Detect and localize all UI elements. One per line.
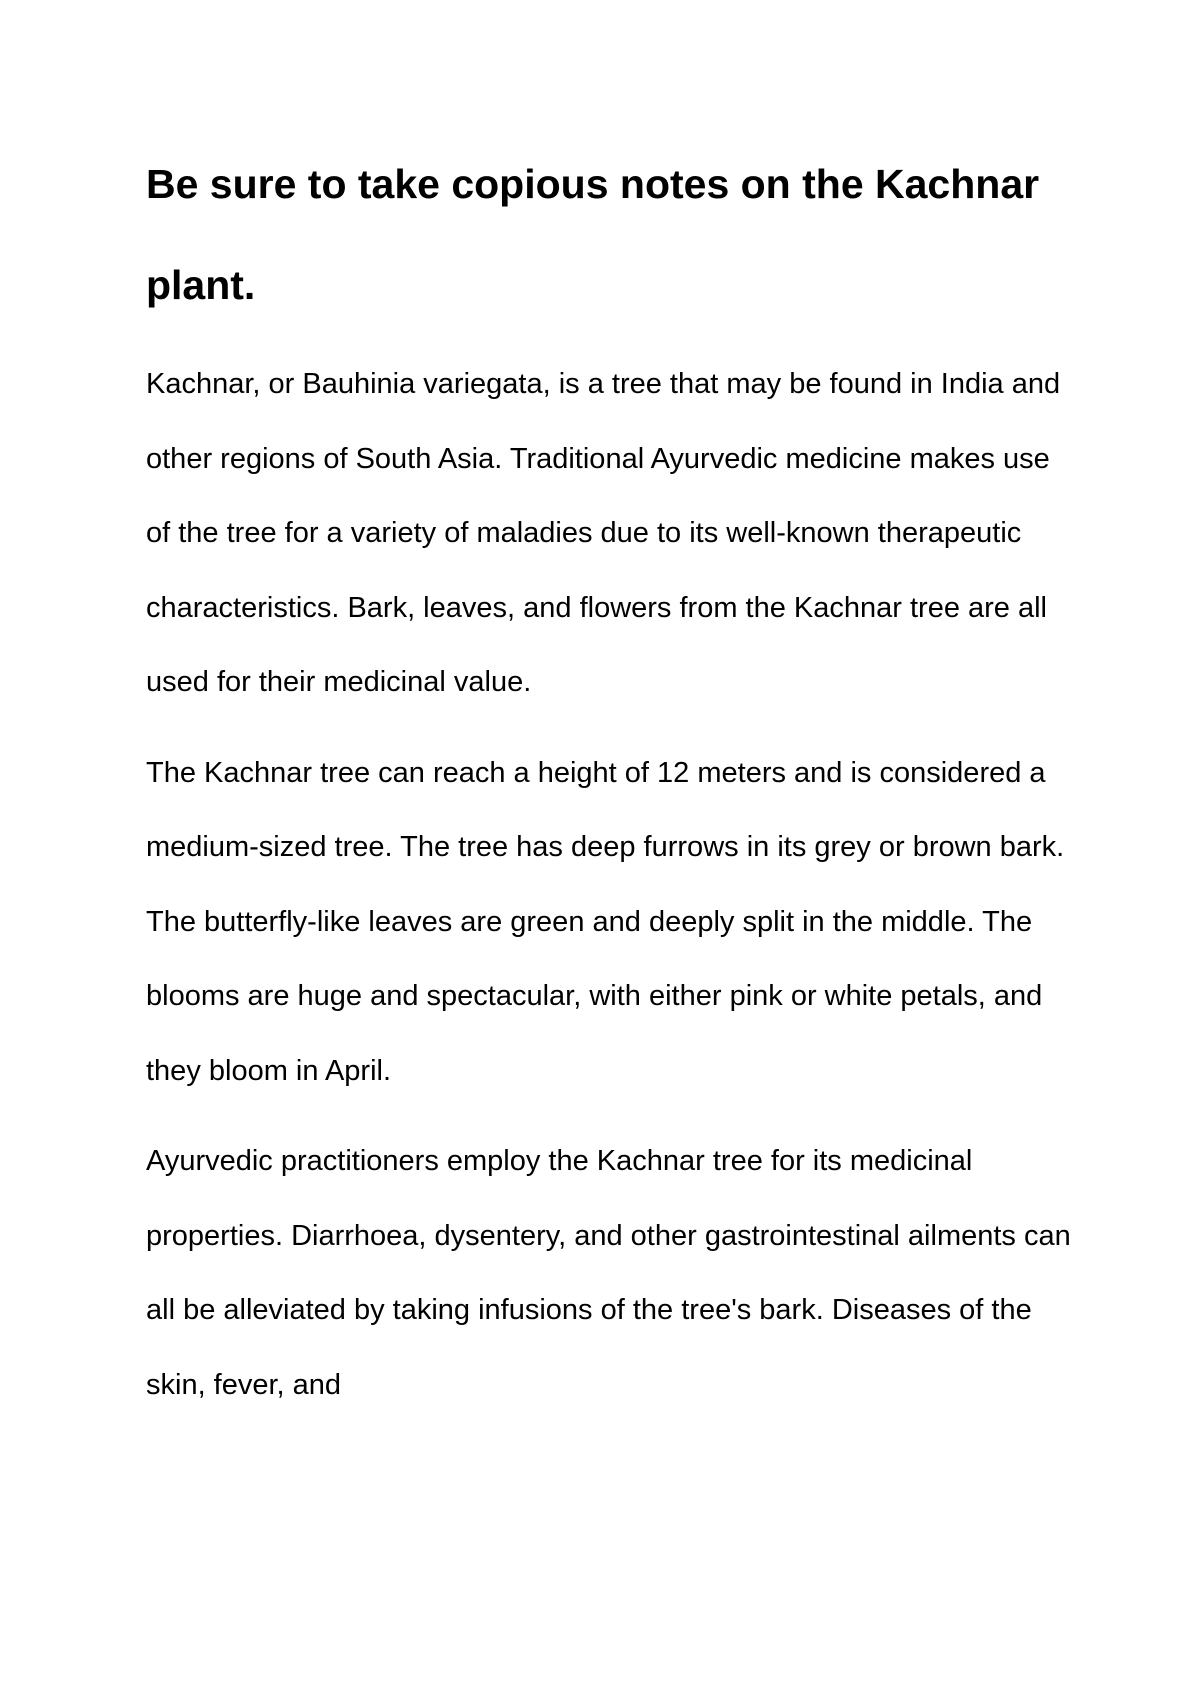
paragraph-kachnar-medicinal-uses: Ayurvedic practitioners employ the Kachnar tree for its medicinal properties. Diarrhoea, dysentery, and other gastrointestinal ailments can all be alleviated by taking infusions of the tree's bark. Diseases of the skin, fever, and [146,1145,1071,1401]
document-title: Be sure to take copious notes on the Kachnar plant. [146,161,1040,308]
paragraph-kachnar-intro: Kachnar, or Bauhinia variegata, is a tree that may be found in India and other regions of South Asia. Traditional Ayurvedic medicine makes use of the tree for a variety of maladies due to its well-known therapeutic characteristics. Bark, leaves, and flowers from the Kachnar tree are all used for their medicinal value. [146,368,1061,698]
paragraph-kachnar-description: The Kachnar tree can reach a height of 12 meters and is considered a medium-sized tree. The tree has deep furrows in its grey or brown bark. The butterfly-like leaves are green and deeply split in the middle. The blooms are huge and spectacular, with either pink or white petals, and they bloom in April. [146,756,1065,1087]
document-body [146,134,1076,1422]
